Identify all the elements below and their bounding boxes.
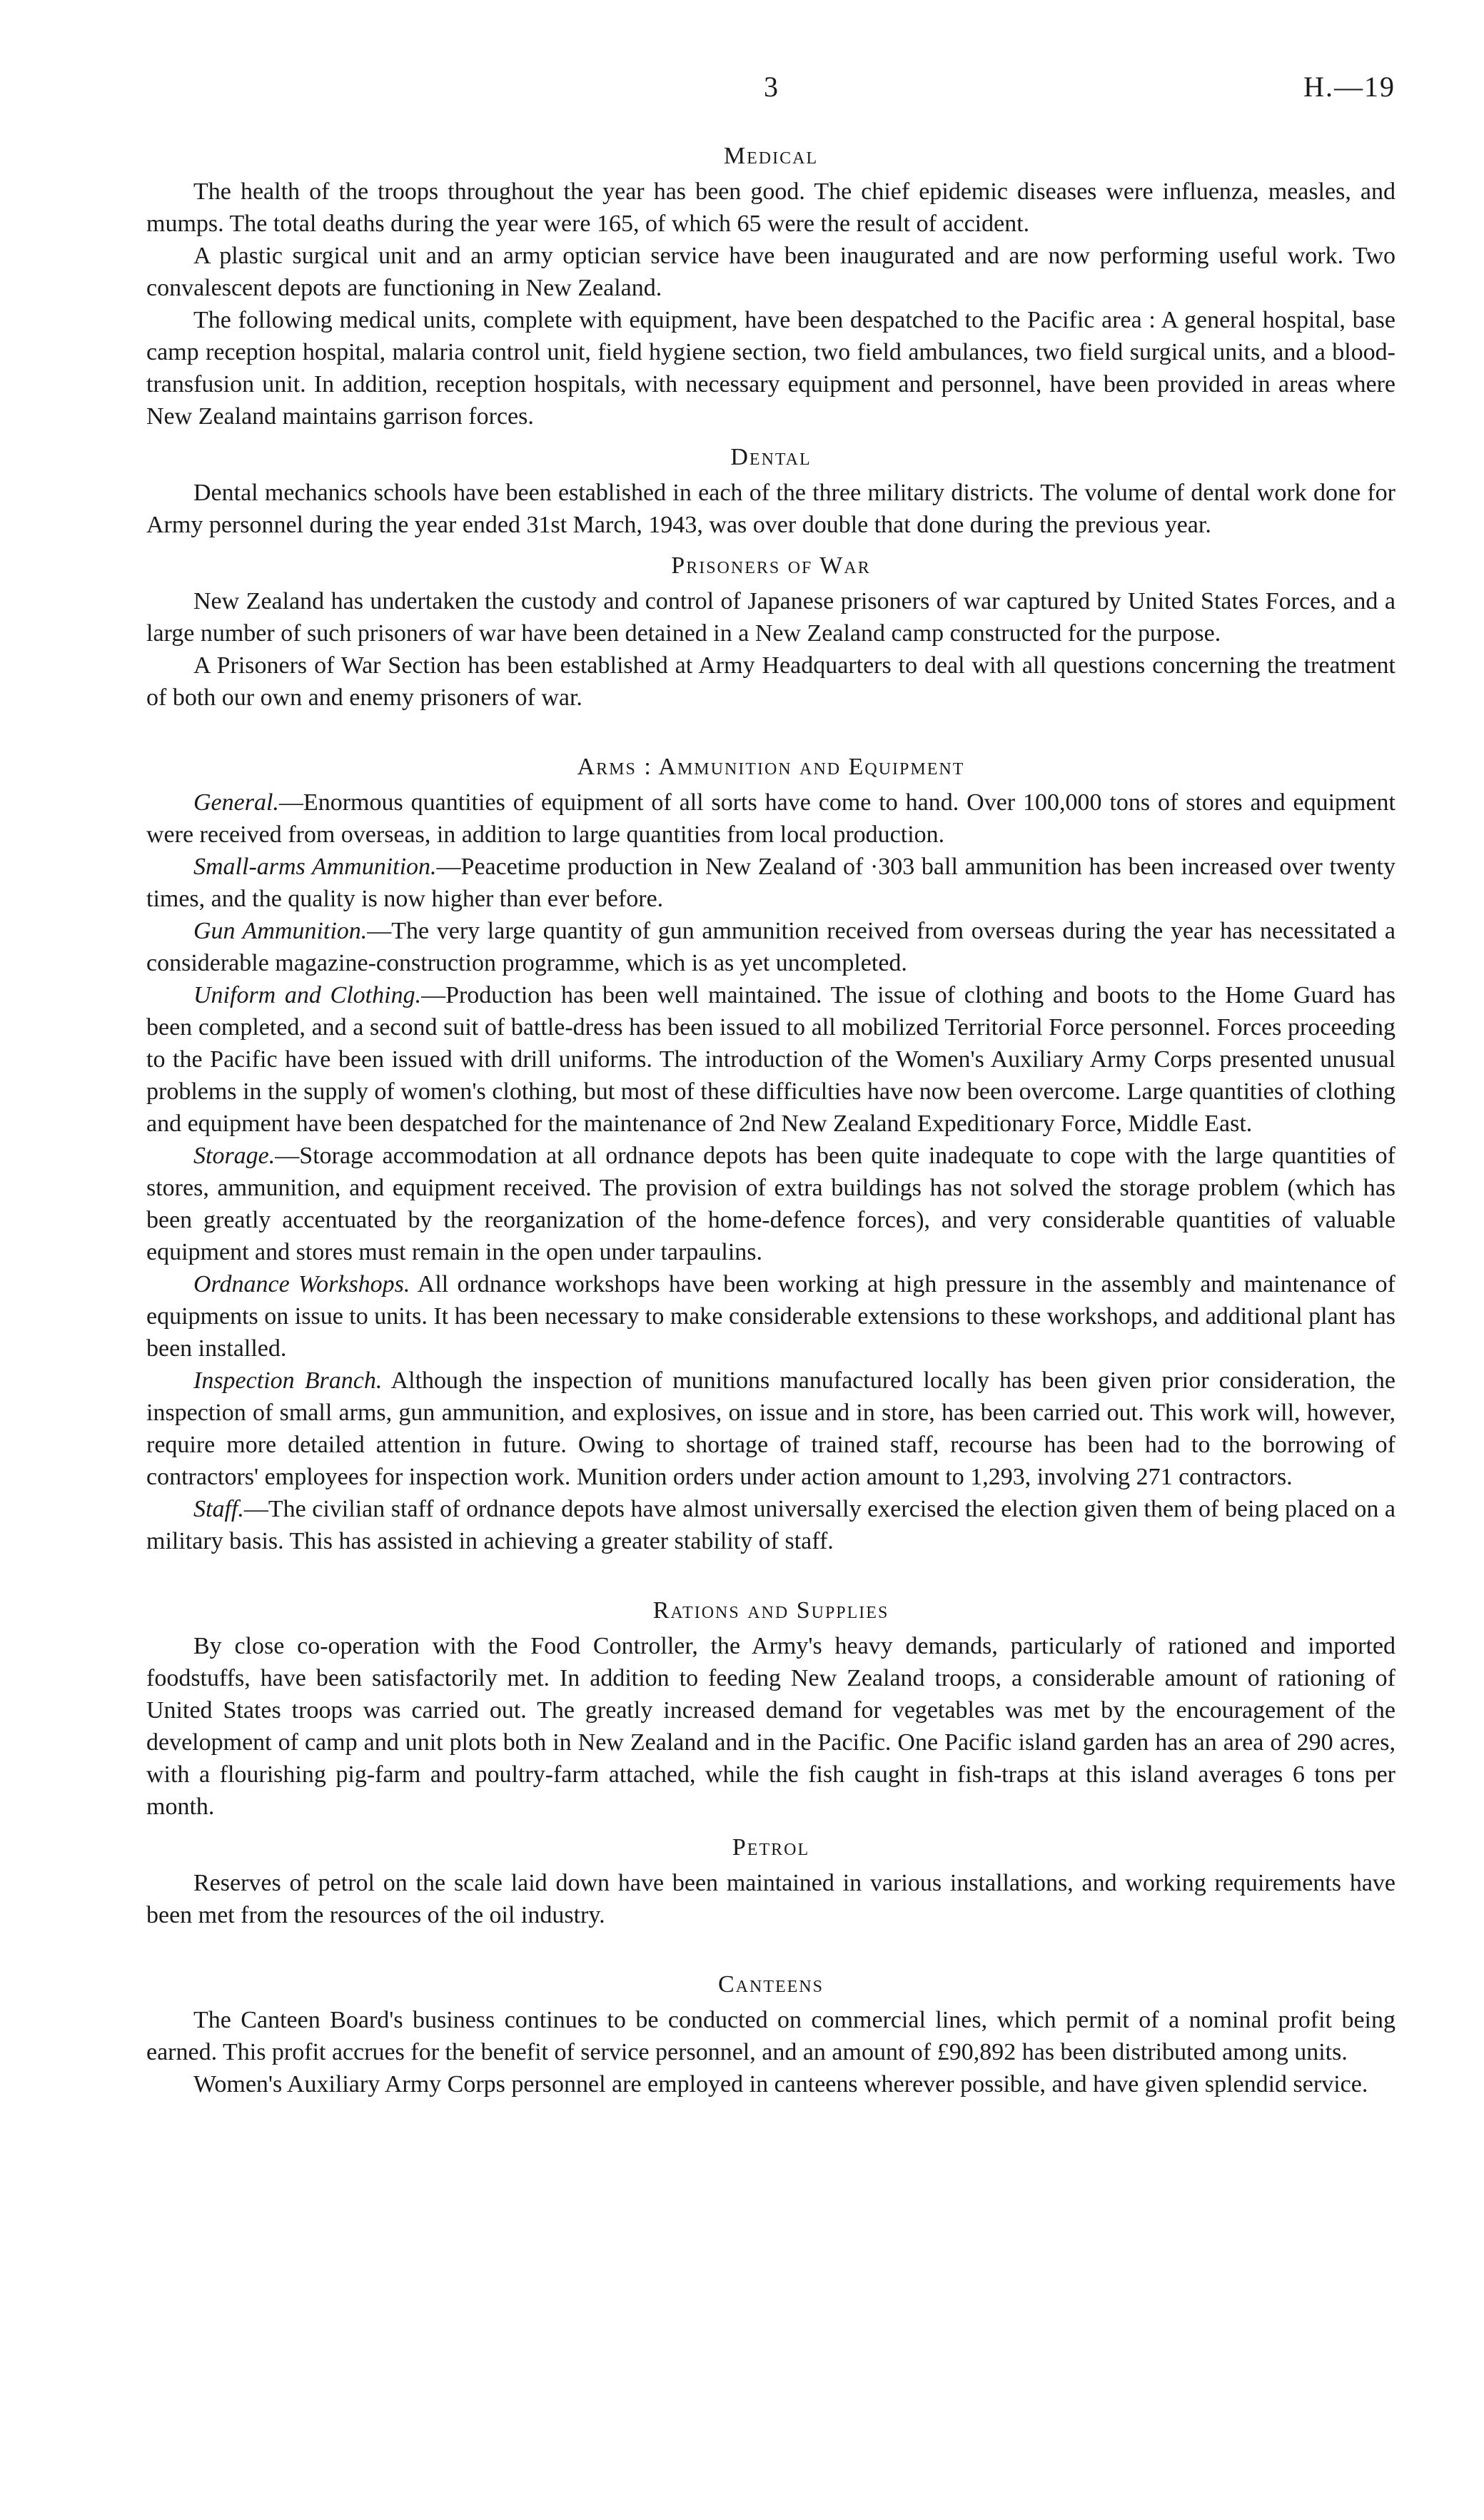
section-rations: [146, 1597, 1395, 1823]
section-heading-prisoners-of-war: Prisoners of War: [671, 552, 871, 579]
section-heading-canteens: Canteens: [717, 1971, 824, 1998]
section-dental: [146, 444, 1395, 541]
section-arms: [146, 754, 1395, 1557]
paragraph: Reserves of petrol on the scale laid down have been maintained in various installations, and working requirements have been met from the resources of the oil industry.: [146, 1870, 1395, 1928]
subheading-general: General.: [193, 789, 279, 816]
paragraph-text: —Enormous quantities of equipment of all sorts have come to hand. Over 100,000 tons of stores and equipment were received from overseas, in addition to large quantities from local production.: [146, 789, 1395, 848]
subheading-uniform: Uniform and Clothing.: [193, 982, 422, 1008]
paragraph: A plastic surgical unit and an army optician service have been inaugurated and are now performing useful work. Two convalescent depots are functioning in New Zealand.: [146, 243, 1395, 301]
paragraph-gun-ammunition: [146, 915, 1395, 979]
paragraph-uniform: [146, 979, 1395, 1140]
subheading-small-arms: Small-arms Ammunition.: [193, 854, 437, 880]
section-heading-medical: Medical: [723, 143, 819, 169]
paragraph-text: —The very large quantity of gun ammunition received from overseas during the year has necessitated a considerable magazine-construction programme, which is as yet uncompleted.: [146, 918, 1395, 976]
paragraph-text: All ordnance workshops have been working at high pressure in the assembly and maintenance of equipments on issue to units. It has been necessary to make considerable extensions to these workshops, and additional plant has been installed.: [146, 1271, 1395, 1362]
paragraph-inspection: [146, 1365, 1395, 1493]
section-canteens: [146, 1971, 1395, 2100]
paragraph-text: —Peacetime production in New Zealand of ·303 ball ammunition has been increased over twenty times, and the quality is now higher than ever before.: [146, 854, 1395, 912]
section-heading-petrol: Petrol: [732, 1834, 810, 1861]
subheading-gun-ammunition: Gun Ammunition.: [193, 918, 368, 944]
paragraph-storage: [146, 1140, 1395, 1268]
paragraph-general: [146, 786, 1395, 851]
paragraph: By close co-operation with the Food Controller, the Army's heavy demands, particularly of rationed and imported foodstuffs, have been satisfactorily met. In addition to feeding New Zealand troops, a considerable amount of rationing of United States troops was carried out. The greatly increased demand for vegetables was met by the encouragement of the development of camp and unit plots both in New Zealand and in the Pacific. One Pacific island garden has an area of 290 acres, with a flourishing pig-farm and poultry-farm attached, while the fish caught in fish-traps at this island averages 6 tons per month.: [146, 1633, 1395, 1820]
paragraph: Dental mechanics schools have been established in each of the three military districts. The volume of dental work done for Army personnel during the year ended 31st March, 1943, was over double that done during the previous year.: [146, 480, 1395, 538]
page-number: 3: [764, 71, 778, 103]
paragraph: New Zealand has undertaken the custody and control of Japanese prisoners of war captured by United States Forces, and a large number of such prisoners of war have been detained in a New Zealand camp constructed for the purpose.: [146, 588, 1395, 647]
paragraph: A Prisoners of War Section has been established at Army Headquarters to deal with all questions concerning the treatment of both our own and enemy prisoners of war.: [146, 652, 1395, 711]
page-header: [146, 0, 1395, 143]
paragraph-text: Although the inspection of munitions manufactured locally has been given prior consideration, the inspection of small arms, gun ammunition, and explosives, on issue and in store, has been carried out. This work will, however, require more detailed attention in future. Owing to shortage of trained staff, recourse has been had to the borrowing of contractors' employees for inspection work. Munition orders under action amount to 1,293, involving 271 contractors.: [146, 1367, 1396, 1490]
document-reference: H.—19: [1303, 71, 1395, 103]
subheading-storage: Storage.: [193, 1143, 276, 1169]
paragraph: Women's Auxiliary Army Corps personnel are employed in canteens wherever possible, and have given splendid service.: [193, 2071, 1368, 2098]
subheading-staff: Staff.: [193, 1496, 244, 1522]
section-medical: [146, 143, 1395, 432]
paragraph-workshops: [146, 1268, 1395, 1365]
paragraph-text: —Storage accommodation at all ordnance depots has been quite inadequate to cope with the large quantities of stores, ammunition, and equipment received. The provision of extra buildings has not solved the storage problem (which has been greatly accentuated by the reorganization of the home-defence forces), and very considerable quantities of valuable equipment and stores must remain in the open under tarpaulins.: [146, 1143, 1395, 1265]
subheading-workshops: Ordnance Workshops.: [193, 1271, 410, 1297]
section-prisoners-of-war: [146, 552, 1395, 714]
paragraph: The Canteen Board's business continues to be conducted on commercial lines, which permit of a nominal profit being earned. This profit accrues for the benefit of service personnel, and an amount of £90,892 has been distributed among units.: [146, 2007, 1395, 2065]
section-petrol: [146, 1834, 1395, 1931]
section-heading-arms: Arms : Ammunition and Equipment: [577, 754, 965, 780]
paragraph-text: —The civilian staff of ordnance depots have almost universally exercised the election given them of being placed on a military basis. This has assisted in achieving a greater stability of staff.: [146, 1496, 1395, 1554]
paragraph-small-arms: [146, 851, 1395, 915]
paragraph: The following medical units, complete with equipment, have been despatched to the Pacific area : A general hospital, base camp reception hospital, malaria control unit, field hygiene section, two field ambulances, two field surgical units, and a blood-transfusion unit. In addition, reception hospitals, with necessary equipment and personnel, have been provided in areas where New Zealand maintains garrison forces.: [146, 307, 1395, 430]
subheading-inspection: Inspection Branch.: [193, 1367, 383, 1394]
paragraph: The health of the troops throughout the year has been good. The chief epidemic diseases were influenza, measles, and mumps. The total deaths during the year were 165, of which 65 were the result of accident.: [146, 178, 1395, 237]
paragraph-staff: [146, 1493, 1395, 1557]
document-page: [146, 0, 1395, 2100]
section-heading-rations: Rations and Supplies: [652, 1597, 889, 1624]
paragraph-text: —Production has been well maintained. The issue of clothing and boots to the Home Guard has been completed, and a second suit of battle-dress has been issued to all mobilized Territorial Force personnel. Forces proceeding to the Pacific have been issued with drill uniforms. The introduction of the Women's Auxiliary Army Corps presented unusual problems in the supply of women's clothing, but most of these difficulties have now been overcome. Large quantities of clothing and equipment have been despatched for the maintenance of 2nd New Zealand Expeditionary Force, Middle East.: [146, 982, 1395, 1137]
section-heading-dental: Dental: [730, 444, 812, 470]
